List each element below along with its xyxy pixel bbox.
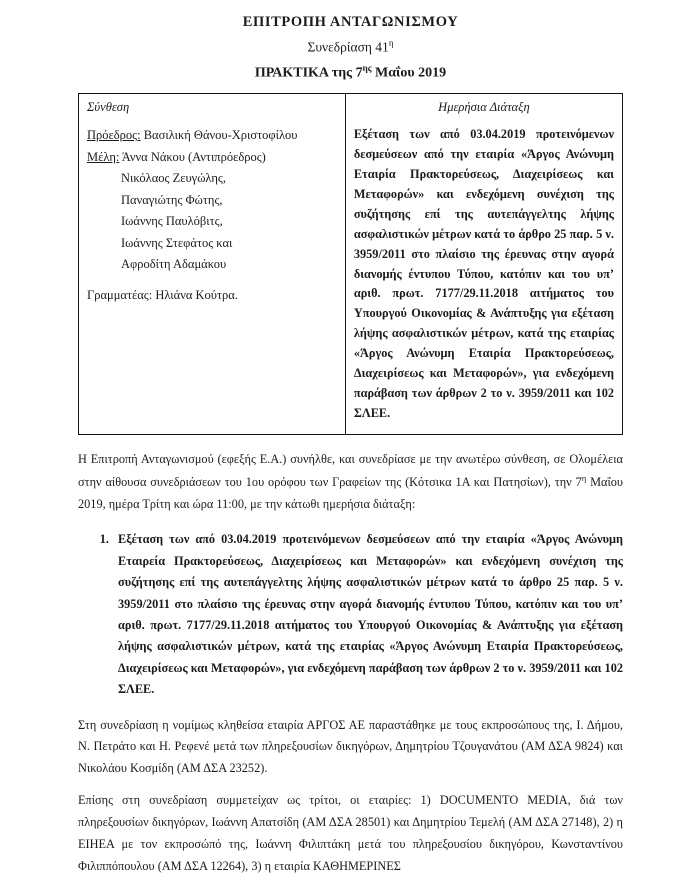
list-item: Ιωάννης Παυλόβιτς,: [121, 214, 223, 229]
agenda-text: Εξέταση των από 03.04.2019 προτεινόμενων δεσμεύσεων από την εταιρία «Άργος Ανώνυμη Εταιρία Πρακτορεύσεως, Διαχειρίσεως και Μεταφορών» και ενδεχόμενη συνέχιση της συζήτησης επί της αυτεπάγγελτης λήψης ασφαλιστικών μέτρων κατά το άρθρο 25 παρ. 5 ν. 3959/2011 στο πλαίσιο της έρευνας στην αγορά διανομής έντυπου Τύπου, κατόπιν και του υπ’ αριθ. πρωτ. 7177/29.11.2018 αιτήματος του Υπουργού Οικονομίας & Ανάπτυξης για εξέταση λήψης ασφαλιστικών μέτρων, κατά της εταιρίας «Άργος Ανώνυμη Εταιρία Πρακτορεύσεως, Διαχειρίσεως και Μεταφορών», για ενδεχόμενη παράβαση των άρθρων 2 το ν. 3959/2011 και 102 ΣΛΕΕ.: [353, 127, 614, 420]
composition-agenda-table: [78, 93, 623, 435]
list-item: Νικόλαος Ζευγώλης,: [121, 171, 226, 186]
agenda-numbered-list: [78, 529, 623, 700]
list-item: Αφροδίτη Αδαμάκου: [121, 257, 227, 272]
list-item: 1. Εξέταση των από 03.04.2019 προτεινόμενων δεσμεύσεων από την εταιρία «Άργος Ανώνυμη Εταιρεία Πρακτορεύσεως, Διαχειρίσεως και Μεταφορών» και ενδεχόμενη συνέχιση της συζήτησης επί της αυτεπάγγελτης λήψης ασφαλιστικών μέτρων κατά το άρθρο 25 παρ. 5 ν. 3959/2011 στο πλαίσιο της έρευνας στην αγορά διανομής έντυπου Τύπου, κατόπιν και του υπ’ αριθ. πρωτ. 7177/29.11.2018 αιτήματος του Υπουργού Οικονομίας & Ανάπτυξης για εξέταση λήψης ασφαλιστικών μέτρων, κατά της εταιρίας «Άργος Ανώνυμη Εταιρία Πρακτορεύσεως, Διαχειρίσεως και Μεταφορών», για ενδεχόμενη παράβαση των άρθρων 2 το ν. 3959/2011 και 102 ΣΛΕΕ.: [112, 529, 623, 700]
intro-part-2: Μαΐου 2019, ημέρα Τρίτη και ώρα 11:00, με την κάτωθι ημερήσια διάταξη:: [78, 474, 623, 511]
members-row: [87, 147, 337, 169]
vice-president-name: Άννα Νάκου (Αντιπρόεδρος): [119, 149, 266, 164]
president-name: Βασιλική Θάνου-Χριστοφίλου: [140, 128, 298, 143]
table-row: [79, 94, 623, 435]
intro-paragraph: [78, 449, 623, 516]
agenda-cell: [345, 94, 622, 435]
composition-header: Σύνθεση: [87, 100, 130, 115]
minutes-date: Μαΐου 2019: [371, 65, 447, 81]
president-row: [87, 125, 337, 147]
list-item: Ιωάννης Στεφάτος και: [121, 235, 233, 250]
session-ordinal-suffix: η: [388, 38, 394, 48]
session-line: [78, 38, 623, 56]
members-label: Μέλη:: [87, 149, 120, 164]
session-label: Συνεδρίαση 41: [307, 39, 389, 55]
secretary-label: Γραμματέας:: [87, 287, 153, 302]
minutes-line: [78, 63, 623, 82]
secretary-name: Ηλιάνα Κούτρα.: [152, 287, 238, 302]
composition-cell: [79, 94, 346, 435]
authority-title: ΕΠΙΤΡΟΠΗ ΑΝΤΑΓΩΝΙΣΜΟΥ: [242, 14, 459, 30]
third-parties-paragraph: Επίσης στη συνεδρίαση συμμετείχαν ως τρίτοι, οι εταιρίες: 1) DOCUMENTO MEDIA, διά των πληρεξουσίων δικηγόρων, Ιωάννη Απατσίδη (ΑΜ ΔΣΑ 28501) και Δημητρίου Τεμελή (ΑΜ ΔΣΑ 27148), 2) η ΕΙΗΕΑ με τον εκπροσώπό της, Ιωάννη Φιλιπτάκη μετά του πληρεξουσίου δικηγόρου, Κωνσταντίνου Φιλιππόπουλου (ΑΜ ΔΣΑ 12264), 3) η εταιρία ΚΑΘΗΜΕΡΙΝΕΣ: [78, 793, 623, 873]
intro-part-1: Η Επιτροπή Ανταγωνισμού (εφεξής Ε.Α.) συνήλθε, και συνεδρίασε με την ανωτέρω σύνθεση, σε Ολομέλεια στην αίθουσα συνεδριάσεων του 1ου ορόφου των Γραφείων της (Κότσικα 1Α και Πατησίων), την 7: [78, 451, 623, 489]
attendance-paragraph: Στη συνεδρίαση η νομίμως κληθείσα εταιρία ΑΡΓΟΣ ΑΕ παραστάθηκε με τους εκπροσώπους της, Ι. Δήμου, Ν. Πετράτο και Η. Ρεφενέ μετά των πληρεξουσίων δικηγόρων, Δημητρίου Τζουγανάτου (ΑΜ ΔΣΑ 9824) και Νικολάου Κοσμίδη (ΑΜ ΔΣΑ 23252).: [78, 717, 623, 776]
agenda-header: Ημερήσια Διάταξη: [438, 100, 530, 115]
minutes-ordinal-suffix: ης: [362, 62, 372, 73]
president-label: Πρόεδρος:: [87, 128, 141, 143]
secretary-row: [87, 288, 337, 303]
members-list: [87, 168, 337, 276]
minutes-prefix: ΠΡΑΚΤΙΚΑ της 7: [254, 65, 363, 81]
list-item: Παναγιώτης Φώτης,: [121, 192, 223, 207]
intro-ordinal-suffix: η: [581, 472, 587, 483]
document-header: [78, 14, 623, 81]
